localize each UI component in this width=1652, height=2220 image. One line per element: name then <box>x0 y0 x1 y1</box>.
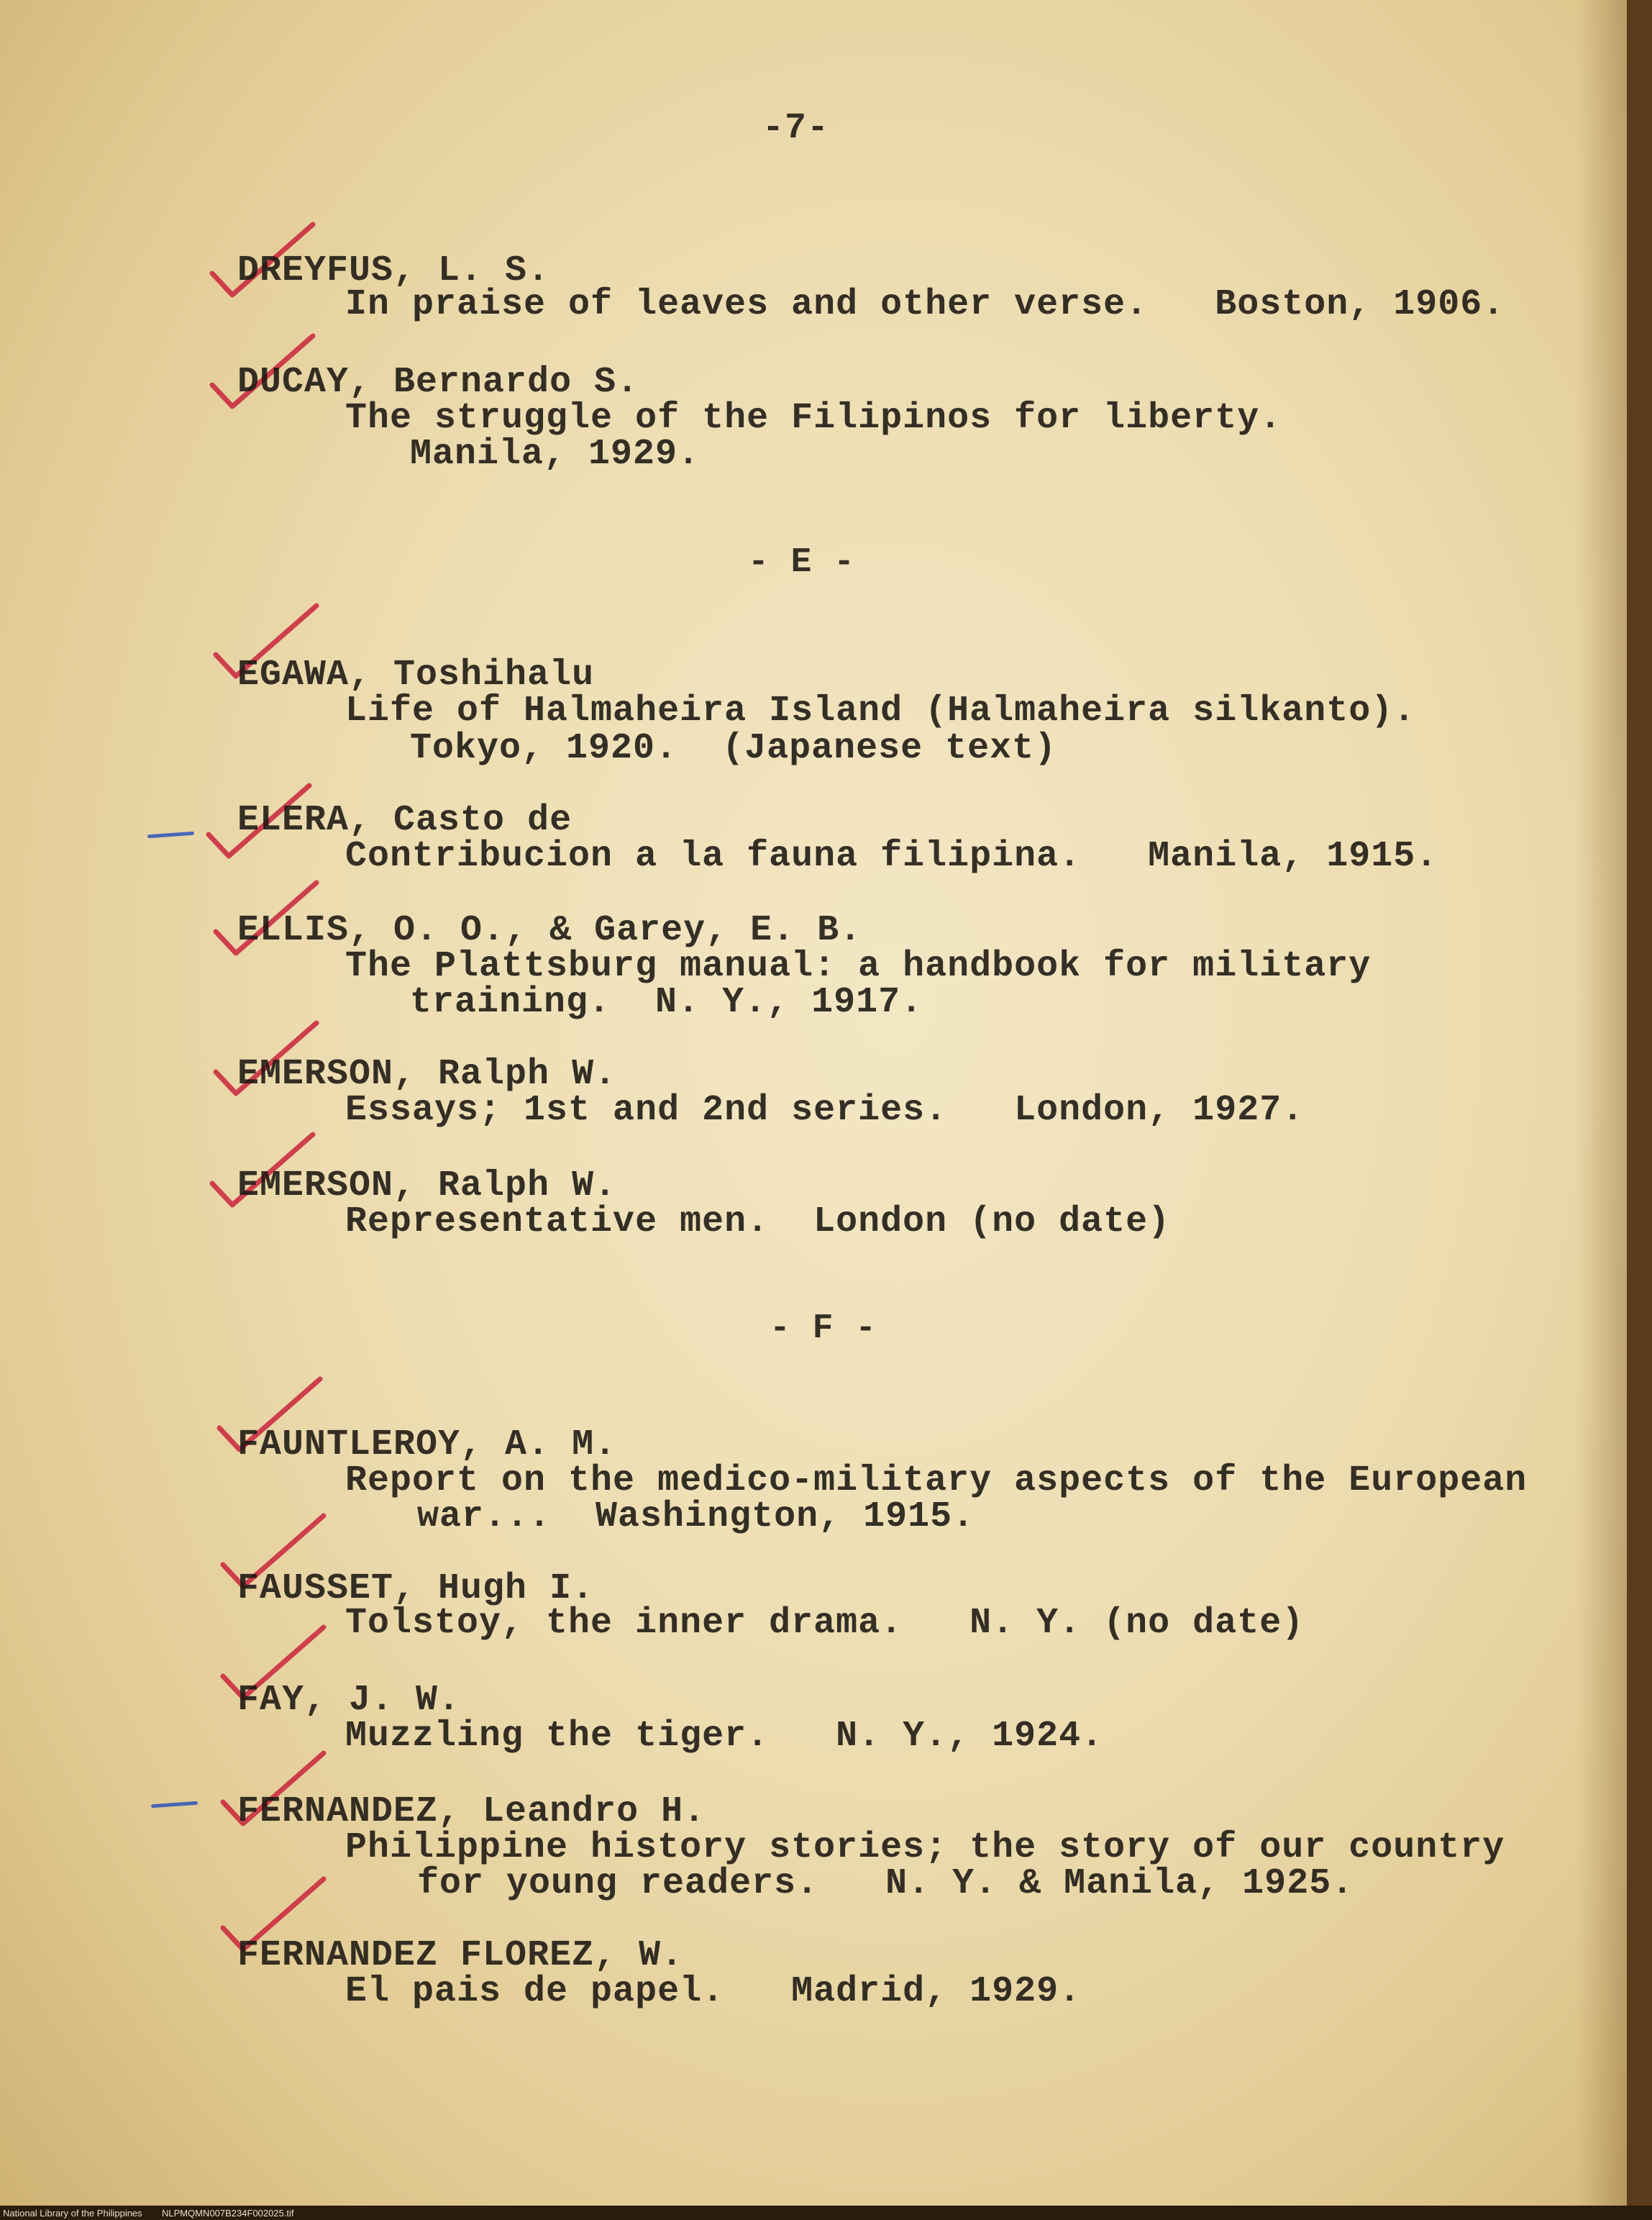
section-heading-e: - E - <box>748 543 856 582</box>
entry-name: EMERSON, Ralph W. <box>237 1054 617 1095</box>
entry-line: Manila, 1929. <box>410 434 700 475</box>
page-number: -7- <box>762 108 830 149</box>
entry-line: Tokyo, 1920. (Japanese text) <box>410 728 1057 769</box>
entry-name: FAUSSET, Hugh I. <box>237 1568 595 1609</box>
entry-name: DREYFUS, L. S. <box>237 250 550 291</box>
entry-line: training. N. Y., 1917. <box>410 982 923 1023</box>
entry-line: El pais de papel. Madrid, 1929. <box>345 1971 1082 2012</box>
entry-line: Philippine history stories; the story of our country <box>345 1827 1505 1868</box>
entry-line: Contribucion a la fauna filipina. Manila, 1915. <box>345 836 1438 877</box>
entry-line: Essays; 1st and 2nd series. London, 1927. <box>345 1090 1305 1131</box>
book-spine-edge <box>1627 0 1652 2220</box>
entry-name: FERNANDEZ, Leandro H. <box>237 1791 706 1832</box>
entry-line: for young readers. N. Y. & Manila, 1925. <box>417 1863 1354 1904</box>
scan-footer <box>0 2206 1652 2220</box>
entry-line: Report on the medico-military aspects of the European <box>345 1460 1528 1501</box>
entry-line: The struggle of the Filipinos for liberty. <box>345 398 1282 439</box>
entry-name: FERNANDEZ FLOREZ, W. <box>237 1935 684 1976</box>
entry-name: ELLIS, O. O., & Garey, E. B. <box>237 910 862 951</box>
entry-line: war... Washington, 1915. <box>417 1496 975 1537</box>
footer-institution: National Library of the Philippines <box>3 2208 142 2219</box>
entry-line: Tolstoy, the inner drama. N. Y. (no date) <box>345 1603 1305 1644</box>
blue-dash-mark <box>147 832 194 839</box>
entry-name: FAY, J. W. <box>237 1680 461 1721</box>
entry-name: FAUNTLEROY, A. M. <box>237 1424 617 1465</box>
entry-line: In praise of leaves and other verse. Boston, 1906. <box>345 284 1505 325</box>
page-edge-shadow <box>1576 0 1627 2220</box>
entry-name: EGAWA, Toshihalu <box>237 655 595 696</box>
entry-name: DUCAY, Bernardo S. <box>237 362 639 403</box>
entry-line: Life of Halmaheira Island (Halmaheira silkanto). <box>345 691 1416 732</box>
entry-name: EMERSON, Ralph W. <box>237 1165 617 1206</box>
section-heading-f: - F - <box>770 1309 877 1348</box>
entry-line: Representative men. London (no date) <box>345 1201 1171 1242</box>
entry-line: The Plattsburg manual: a handbook for military <box>345 946 1372 987</box>
entry-line: Muzzling the tiger. N. Y., 1924. <box>345 1716 1104 1757</box>
entry-name: ELERA, Casto de <box>237 800 572 841</box>
footer-file-id: NLPMQMN007B234F002025.tif <box>162 2208 294 2219</box>
blue-dash-mark <box>151 1801 198 1809</box>
